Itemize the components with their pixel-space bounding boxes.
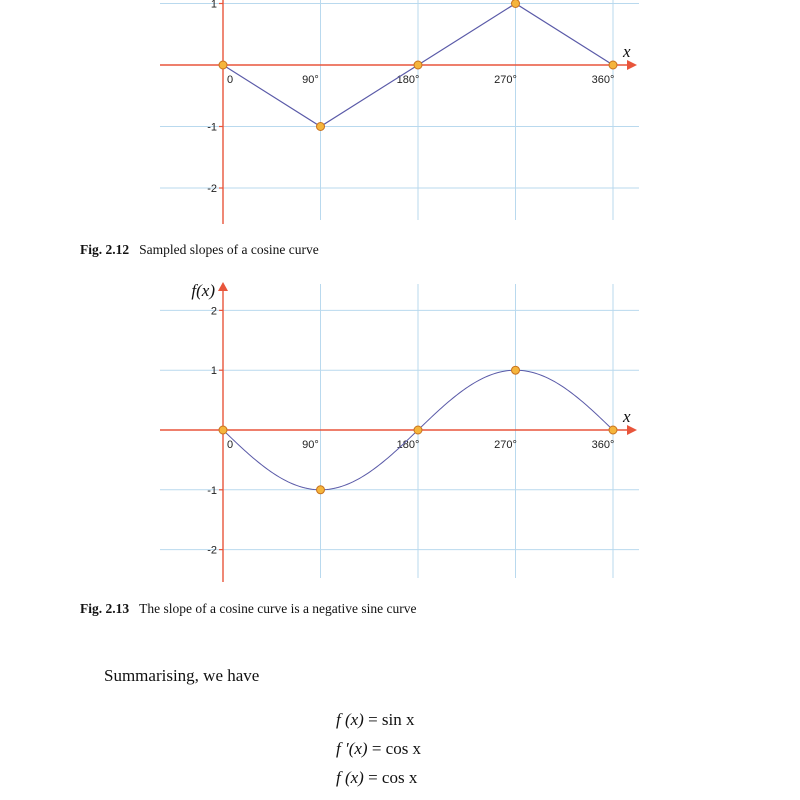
figure-caption-text: Sampled slopes of a cosine curve [139, 242, 319, 257]
equation-rhs: = cos x [368, 768, 418, 787]
data-point [219, 426, 227, 434]
equation-lhs: f (x) [336, 768, 364, 787]
figure-label: Fig. 2.13 [80, 601, 130, 616]
equation-2 [336, 739, 496, 759]
x-tick-label: 0 [227, 439, 234, 451]
figure-caption-text: The slope of a cosine curve is a negative sine curve [139, 601, 417, 616]
y-tick-label: -2 [207, 183, 217, 195]
chart-negative-sine [0, 270, 800, 590]
y-axis-arrow-icon [218, 282, 228, 291]
equation-rhs: = cos x [371, 739, 422, 758]
y-tick-label: 1 [210, 365, 217, 378]
x-tick-label: 0 [227, 74, 234, 86]
equation-lhs: f ′(x) [336, 739, 368, 758]
y-tick-label: -1 [207, 121, 217, 134]
equation-rhs: = sin x [368, 710, 415, 729]
x-tick-label: 180° [396, 74, 420, 86]
chart-sampled-slopes [0, 0, 800, 230]
x-axis-arrow-icon [627, 425, 637, 435]
x-tick-label: 270° [494, 439, 517, 451]
summary-text: Summarising, we have [104, 666, 260, 685]
data-point [219, 61, 227, 69]
x-tick-label: 90° [302, 74, 319, 86]
figure-label: Fig. 2.12 [80, 242, 130, 257]
data-point [512, 0, 520, 8]
data-point [609, 61, 617, 69]
data-point [414, 61, 422, 69]
x-tick-label: 360° [591, 74, 615, 86]
data-point [317, 123, 325, 131]
x-axis-label: x [623, 407, 631, 426]
equation-lhs: f (x) [336, 710, 364, 729]
equation-3 [336, 768, 496, 788]
x-tick-label: 90° [302, 439, 319, 451]
y-tick-label: -1 [207, 484, 217, 497]
figure-caption-2-12 [80, 242, 319, 258]
data-point [414, 426, 422, 434]
y-axis-label: f(x) [191, 281, 215, 300]
data-point [317, 486, 325, 494]
data-point [512, 366, 520, 374]
x-tick-label: 270° [494, 74, 517, 86]
y-tick-label: -2 [207, 544, 217, 557]
data-point [609, 426, 617, 434]
x-axis-label: x [623, 42, 631, 61]
equation-1 [336, 710, 496, 730]
x-axis-arrow-icon [627, 60, 637, 70]
y-tick-label: 1 [210, 0, 217, 11]
x-tick-label: 180° [396, 439, 420, 451]
y-tick-label: 2 [210, 305, 217, 318]
x-tick-label: 360° [591, 439, 615, 451]
figure-caption-2-13 [80, 601, 417, 617]
